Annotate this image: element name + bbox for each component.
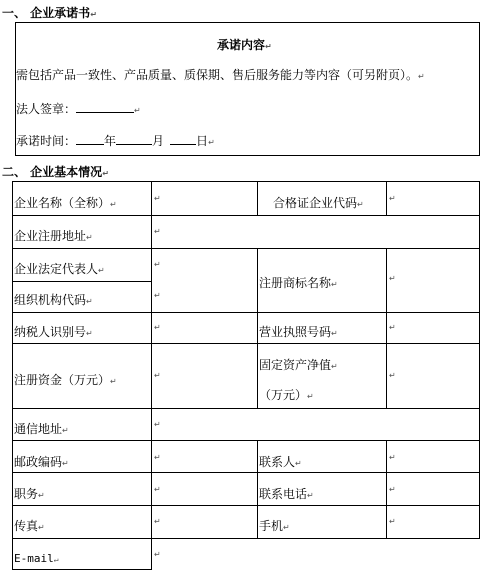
- label-reg-address: 企业注册地址↵: [14, 229, 93, 243]
- label-license-no: 营业执照号码↵: [259, 325, 338, 339]
- value-postcode[interactable]: ↵: [154, 453, 161, 462]
- commitment-time-line: 承诺时间： 年 月 日↵: [16, 134, 215, 148]
- signature-field[interactable]: [76, 101, 134, 113]
- value-reg-address[interactable]: ↵: [154, 227, 161, 236]
- label-postcode: 邮政编码↵: [14, 455, 69, 469]
- year-field[interactable]: [76, 133, 104, 145]
- value-trademark[interactable]: ↵: [389, 274, 396, 283]
- day-field[interactable]: [170, 133, 196, 145]
- label-position: 职务↵: [14, 487, 45, 501]
- value-position[interactable]: ↵: [154, 485, 161, 494]
- month-field[interactable]: [116, 133, 152, 145]
- label-mobile: 手机↵: [259, 519, 290, 533]
- value-contact[interactable]: ↵: [389, 453, 396, 462]
- label-fixed-assets: 固定资产净值↵: [259, 358, 338, 372]
- value-org-code[interactable]: ↵: [154, 291, 161, 300]
- label-fixed-assets-unit: （万元）↵: [259, 388, 314, 402]
- label-company-name: 企业名称（全称）↵: [14, 196, 117, 210]
- label-contact: 联系人↵: [259, 455, 302, 469]
- label-phone: 联系电话↵: [259, 487, 314, 501]
- value-phone[interactable]: ↵: [389, 485, 396, 494]
- value-fax[interactable]: ↵: [154, 517, 161, 526]
- value-legal-rep[interactable]: ↵: [154, 260, 161, 269]
- value-email[interactable]: ↵: [154, 550, 161, 559]
- section-heading-commitment: 一、 企业承诺书↵: [2, 6, 97, 20]
- label-address: 通信地址↵: [14, 422, 69, 436]
- label-trademark: 注册商标名称↵: [259, 276, 338, 290]
- section-heading-basic-info: 二、 企业基本情况↵: [2, 165, 109, 179]
- value-cert-code[interactable]: ↵: [389, 194, 396, 203]
- value-company-name[interactable]: ↵: [154, 194, 161, 203]
- value-fixed-assets[interactable]: ↵: [389, 371, 396, 380]
- value-taxpayer-id[interactable]: ↵: [154, 323, 161, 332]
- label-email: E-mail↵: [14, 552, 59, 565]
- label-taxpayer-id: 纳税人识别号↵: [14, 325, 93, 339]
- value-license-no[interactable]: ↵: [389, 323, 396, 332]
- label-legal-rep: 企业法定代表人↵: [14, 262, 105, 276]
- value-address[interactable]: ↵: [154, 420, 161, 429]
- value-mobile[interactable]: ↵: [389, 517, 396, 526]
- value-reg-capital[interactable]: ↵: [154, 371, 161, 380]
- label-fax: 传真↵: [14, 519, 45, 533]
- signature-line: 法人签章： ↵: [16, 102, 141, 116]
- label-org-code: 组织机构代码↵: [14, 293, 93, 307]
- label-cert-code: 合格证企业代码↵: [273, 196, 364, 210]
- commitment-title: 承诺内容↵: [217, 38, 272, 52]
- commitment-content: 需包括产品一致性、产品质量、质保期、售后服务能力等内容（可另附页）。↵: [16, 68, 425, 82]
- label-reg-capital: 注册资金（万元）↵: [14, 373, 117, 387]
